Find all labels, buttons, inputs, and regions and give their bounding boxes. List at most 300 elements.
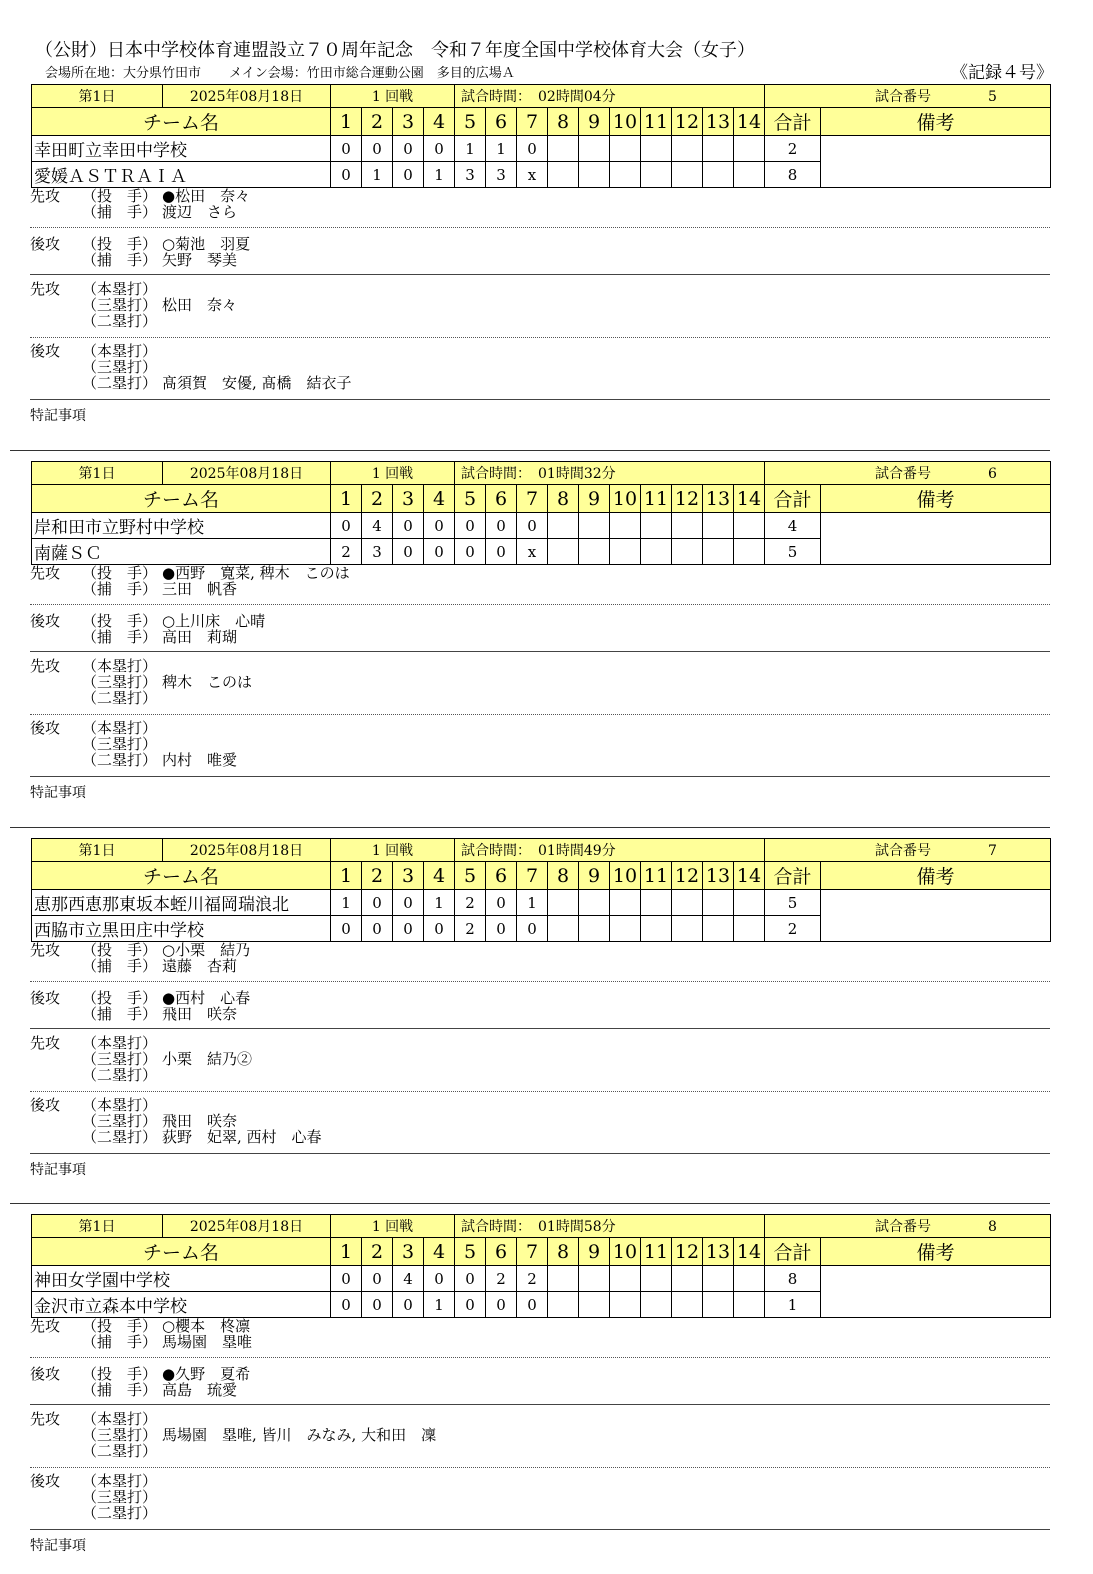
inning-score: 0 — [393, 539, 424, 565]
pitcher-names: ●松田 奈々 — [162, 187, 251, 205]
inning-score — [703, 1266, 734, 1292]
kote-hr-line — [30, 343, 162, 359]
inning-score: 4 — [393, 1266, 424, 1292]
role-label: （三塁打） — [82, 735, 158, 753]
team-name: 岸和田市立野村中学校 — [32, 513, 331, 539]
kote-catcher-line — [30, 629, 237, 645]
column-header-row — [32, 108, 1051, 136]
inning-score: x — [517, 162, 548, 188]
inning-score — [734, 890, 765, 916]
inning-score — [610, 136, 641, 162]
inning-score — [734, 539, 765, 565]
sente-pitcher-line — [30, 565, 350, 581]
remarks-cell — [821, 1266, 1051, 1318]
inning-score — [734, 513, 765, 539]
inning-score: 3 — [362, 539, 393, 565]
remarks-cell — [821, 890, 1051, 942]
inning-score: 2 — [455, 916, 486, 942]
total-header: 合計 — [765, 1238, 821, 1266]
game-number-label: 試合番号 — [875, 89, 932, 105]
role-label: （三塁打） — [82, 1050, 158, 1068]
inning-header: 5 — [455, 108, 486, 136]
inning-score: 2 — [455, 890, 486, 916]
inning-score — [672, 162, 703, 188]
inning-score: 1 — [517, 890, 548, 916]
game-number-value: 6 — [988, 466, 997, 482]
role-label: （二塁打） — [82, 1066, 158, 1084]
role-label: （三塁打） — [82, 358, 158, 376]
remarks-header: 備考 — [821, 108, 1051, 136]
inning-header: 3 — [393, 1238, 424, 1266]
venue-line — [45, 62, 515, 81]
pitcher-names: ○櫻本 柊凛 — [162, 1317, 251, 1335]
team-total: 8 — [765, 1266, 821, 1292]
kote-catcher-line — [30, 1382, 237, 1398]
double-names: 内村 唯愛 — [162, 751, 238, 769]
inning-score — [703, 916, 734, 942]
inning-header: 9 — [579, 1238, 610, 1266]
inning-header: 14 — [734, 862, 765, 890]
inning-score — [734, 136, 765, 162]
inning-header: 3 — [393, 485, 424, 513]
inning-score: 1 — [362, 162, 393, 188]
sente-pitcher-line — [30, 1318, 250, 1334]
inning-score — [641, 136, 672, 162]
sente-triple-line — [30, 674, 252, 690]
sente-catcher-line — [30, 958, 237, 974]
game-info-row — [32, 839, 1051, 862]
divider — [30, 227, 1050, 228]
special-notes-label: 特記事項 — [30, 1538, 86, 1554]
kote-catcher-line — [30, 1006, 237, 1022]
game-round: 1 回戦 — [331, 839, 455, 862]
inning-score — [641, 916, 672, 942]
inning-header: 11 — [641, 862, 672, 890]
role-label: （投 手） — [82, 235, 158, 253]
kote-pitcher-line — [30, 613, 265, 629]
inning-header: 13 — [703, 862, 734, 890]
inning-header: 12 — [672, 485, 703, 513]
role-label: （捕 手） — [82, 203, 158, 221]
inning-score — [579, 890, 610, 916]
side-label: 先攻 — [30, 657, 61, 675]
inning-header: 8 — [548, 1238, 579, 1266]
role-label: （三塁打） — [82, 1488, 158, 1506]
team-row — [32, 136, 1051, 162]
inning-score — [641, 513, 672, 539]
divider — [30, 337, 1050, 338]
sente-catcher-line — [30, 581, 237, 597]
role-label: （捕 手） — [82, 1333, 158, 1351]
side-label: 後攻 — [30, 612, 61, 630]
kote-double-line — [30, 1505, 162, 1521]
game-number-value: 8 — [988, 1219, 997, 1235]
role-label: （三塁打） — [82, 1426, 158, 1444]
inning-score: 1 — [486, 136, 517, 162]
side-label: 後攻 — [30, 1472, 61, 1490]
inning-header: 3 — [393, 862, 424, 890]
double-names: 荻野 妃翠, 西村 心春 — [162, 1128, 322, 1146]
inning-score — [703, 890, 734, 916]
inning-score: 0 — [362, 916, 393, 942]
main-venue: メイン会場：竹田市総合運動公園 多目的広場Ａ — [229, 66, 515, 81]
sente-double-line — [30, 690, 162, 706]
side-label: 後攻 — [30, 235, 61, 253]
column-header-row — [32, 485, 1051, 513]
inning-header: 2 — [362, 485, 393, 513]
inning-score — [610, 916, 641, 942]
inning-score: 0 — [486, 539, 517, 565]
inning-header: 6 — [486, 862, 517, 890]
role-label: （二塁打） — [82, 312, 158, 330]
triple-names: 稗木 このは — [162, 673, 253, 691]
sente-pitcher-line — [30, 942, 250, 958]
section-separator — [10, 1203, 1050, 1204]
inning-score — [610, 1292, 641, 1318]
inning-score: 0 — [517, 513, 548, 539]
sente-pitcher-line — [30, 188, 250, 204]
game-time-value: 01時間32分 — [538, 466, 616, 482]
inning-score: 0 — [362, 1266, 393, 1292]
inning-header: 10 — [610, 485, 641, 513]
inning-header: 7 — [517, 485, 548, 513]
divider — [30, 776, 1050, 777]
game-time-label: 試合時間： — [461, 89, 524, 105]
inning-score: 0 — [517, 1292, 548, 1318]
inning-score: 0 — [486, 513, 517, 539]
inning-header: 13 — [703, 1238, 734, 1266]
divider — [30, 981, 1050, 982]
inning-header: 1 — [331, 485, 362, 513]
inning-score: 2 — [486, 1266, 517, 1292]
divider — [30, 274, 1050, 275]
role-label: （捕 手） — [82, 1005, 158, 1023]
inning-score: 0 — [331, 136, 362, 162]
inning-score: 1 — [424, 1292, 455, 1318]
team-name: 金沢市立森本中学校 — [32, 1292, 331, 1318]
role-label: （投 手） — [82, 1317, 158, 1335]
inning-header: 5 — [455, 862, 486, 890]
game-round: 1 回戦 — [331, 462, 455, 485]
sente-triple-line — [30, 1051, 252, 1067]
divider — [30, 714, 1050, 715]
kote-pitcher-line — [30, 1366, 250, 1382]
team-name: 愛媛ＡＳＴＲＡＩＡ — [32, 162, 331, 188]
game-number — [765, 85, 1051, 108]
inning-score: 0 — [393, 1292, 424, 1318]
team-row — [32, 890, 1051, 916]
sente-double-line — [30, 1067, 162, 1083]
kote-pitcher-line — [30, 236, 250, 252]
game-number-label: 試合番号 — [875, 466, 932, 482]
inning-score: 3 — [486, 162, 517, 188]
section-separator — [10, 827, 1050, 828]
role-label: （本塁打） — [82, 1410, 158, 1428]
game-time-label: 試合時間： — [461, 1219, 524, 1235]
inning-score: 0 — [362, 890, 393, 916]
pitcher-names: ○小栗 結乃 — [162, 941, 251, 959]
game-time-label: 試合時間： — [461, 843, 524, 859]
inning-score — [579, 162, 610, 188]
team-total: 2 — [765, 136, 821, 162]
role-label: （二塁打） — [82, 1128, 158, 1146]
divider — [30, 604, 1050, 605]
inning-header: 9 — [579, 108, 610, 136]
inning-score: 0 — [486, 890, 517, 916]
game-date: 2025年08月18日 — [163, 462, 331, 485]
game-time-value: 01時間58分 — [538, 1219, 616, 1235]
inning-score — [579, 539, 610, 565]
inning-header: 11 — [641, 108, 672, 136]
venue-location: 会場所在地：大分県竹田市 — [45, 66, 202, 81]
inning-header: 5 — [455, 1238, 486, 1266]
sente-hr-line — [30, 1035, 162, 1051]
inning-score — [734, 1266, 765, 1292]
inning-header: 4 — [424, 108, 455, 136]
remarks-cell — [821, 136, 1051, 188]
double-names: 髙須賀 安優, 髙橋 結衣子 — [162, 374, 352, 392]
inning-header: 2 — [362, 862, 393, 890]
inning-score: 0 — [455, 1266, 486, 1292]
inning-header: 13 — [703, 108, 734, 136]
game-number-value: 7 — [988, 843, 997, 859]
inning-score: 2 — [331, 539, 362, 565]
side-label: 先攻 — [30, 280, 61, 298]
inning-header: 13 — [703, 485, 734, 513]
role-label: （投 手） — [82, 941, 158, 959]
sente-triple-line — [30, 297, 237, 313]
game-record-1 — [0, 84, 1093, 444]
side-label: 先攻 — [30, 1317, 61, 1335]
inning-score — [610, 890, 641, 916]
team-name: 神田女学園中学校 — [32, 1266, 331, 1292]
scoreboard-table — [31, 1214, 1051, 1318]
game-info-row — [32, 1215, 1051, 1238]
inning-score: 0 — [393, 136, 424, 162]
sente-catcher-line — [30, 204, 237, 220]
kote-hr-line — [30, 1473, 162, 1489]
role-label: （二塁打） — [82, 1504, 158, 1522]
divider — [30, 1404, 1050, 1405]
inning-header: 14 — [734, 1238, 765, 1266]
sente-hr-line — [30, 281, 162, 297]
game-number — [765, 1215, 1051, 1238]
inning-header: 2 — [362, 108, 393, 136]
total-header: 合計 — [765, 862, 821, 890]
role-label: （投 手） — [82, 564, 158, 582]
special-notes-label: 特記事項 — [30, 1162, 86, 1178]
game-time — [455, 462, 765, 485]
inning-header: 12 — [672, 108, 703, 136]
inning-score — [641, 890, 672, 916]
inning-header: 5 — [455, 485, 486, 513]
game-time — [455, 85, 765, 108]
inning-score: 1 — [455, 136, 486, 162]
role-label: （捕 手） — [82, 580, 158, 598]
catcher-names: 三田 帆香 — [162, 580, 238, 598]
inning-score — [641, 1292, 672, 1318]
inning-score — [548, 513, 579, 539]
inning-score — [548, 1266, 579, 1292]
sente-catcher-line — [30, 1334, 252, 1350]
game-number-label: 試合番号 — [875, 843, 932, 859]
inning-score — [610, 513, 641, 539]
kote-double-line — [30, 1129, 322, 1145]
game-date: 2025年08月18日 — [163, 839, 331, 862]
role-label: （投 手） — [82, 1365, 158, 1383]
inning-score: 0 — [331, 1292, 362, 1318]
role-label: （捕 手） — [82, 628, 158, 646]
inning-score: 0 — [331, 1266, 362, 1292]
inning-score — [641, 539, 672, 565]
inning-score: 0 — [424, 916, 455, 942]
column-header-row — [32, 862, 1051, 890]
inning-score — [672, 539, 703, 565]
side-label: 先攻 — [30, 187, 61, 205]
divider — [30, 1467, 1050, 1468]
inning-score: 0 — [331, 513, 362, 539]
team-row — [32, 513, 1051, 539]
kote-double-line — [30, 375, 352, 391]
role-label: （二塁打） — [82, 689, 158, 707]
game-number-value: 5 — [988, 89, 997, 105]
inning-header: 10 — [610, 862, 641, 890]
inning-score: 0 — [393, 890, 424, 916]
kote-hr-line — [30, 720, 162, 736]
document-title: （公財）日本中学校体育連盟設立７０周年記念 令和７年度全国中学校体育大会（女子） — [35, 40, 755, 61]
inning-score — [734, 1292, 765, 1318]
inning-score: 0 — [362, 136, 393, 162]
inning-score: 0 — [331, 916, 362, 942]
sente-double-line — [30, 313, 162, 329]
kote-pitcher-line — [30, 990, 250, 1006]
game-record-3 — [0, 838, 1093, 1198]
inning-header: 8 — [548, 862, 579, 890]
game-info-row — [32, 462, 1051, 485]
team-name: 恵那西恵那東坂本蛭川福岡瑞浪北 — [32, 890, 331, 916]
record-number: 《記録４号》 — [951, 63, 1053, 83]
inning-header: 14 — [734, 485, 765, 513]
team-column-header: チーム名 — [32, 108, 331, 136]
inning-score — [579, 916, 610, 942]
team-row — [32, 1266, 1051, 1292]
remarks-cell — [821, 513, 1051, 565]
inning-header: 3 — [393, 108, 424, 136]
inning-score: 0 — [424, 136, 455, 162]
side-label: 後攻 — [30, 1096, 61, 1114]
kote-triple-line — [30, 359, 162, 375]
divider — [30, 1028, 1050, 1029]
inning-header: 7 — [517, 1238, 548, 1266]
inning-header: 11 — [641, 1238, 672, 1266]
game-round: 1 回戦 — [331, 1215, 455, 1238]
divider — [30, 1091, 1050, 1092]
inning-score: 0 — [517, 136, 548, 162]
inning-score: 0 — [455, 539, 486, 565]
role-label: （二塁打） — [82, 374, 158, 392]
inning-score — [548, 136, 579, 162]
side-label: 後攻 — [30, 342, 61, 360]
special-notes-label: 特記事項 — [30, 785, 86, 801]
game-date: 2025年08月18日 — [163, 1215, 331, 1238]
remarks-header: 備考 — [821, 862, 1051, 890]
side-label: 後攻 — [30, 719, 61, 737]
inning-score: 0 — [424, 1266, 455, 1292]
game-day: 第1日 — [32, 462, 163, 485]
kote-hr-line — [30, 1097, 162, 1113]
inning-header: 14 — [734, 108, 765, 136]
inning-score: 0 — [393, 162, 424, 188]
role-label: （本塁打） — [82, 342, 158, 360]
inning-score: 4 — [362, 513, 393, 539]
inning-score: 1 — [424, 890, 455, 916]
inning-header: 4 — [424, 1238, 455, 1266]
inning-score — [734, 916, 765, 942]
kote-triple-line — [30, 1489, 162, 1505]
inning-score — [579, 136, 610, 162]
catcher-names: 矢野 琴美 — [162, 251, 238, 269]
role-label: （本塁打） — [82, 719, 158, 737]
role-label: （本塁打） — [82, 1034, 158, 1052]
team-total: 5 — [765, 890, 821, 916]
remarks-header: 備考 — [821, 1238, 1051, 1266]
game-round: 1 回戦 — [331, 85, 455, 108]
inning-score: 0 — [424, 513, 455, 539]
pitcher-names: ●久野 夏希 — [162, 1365, 251, 1383]
inning-score — [579, 1292, 610, 1318]
divider — [30, 399, 1050, 400]
side-label: 後攻 — [30, 1365, 61, 1383]
inning-header: 9 — [579, 862, 610, 890]
inning-score — [548, 916, 579, 942]
kote-triple-line — [30, 1113, 237, 1129]
inning-score: x — [517, 539, 548, 565]
side-label: 先攻 — [30, 941, 61, 959]
inning-score: 3 — [455, 162, 486, 188]
triple-names: 小栗 結乃② — [162, 1050, 253, 1068]
inning-score — [703, 136, 734, 162]
team-total: 2 — [765, 916, 821, 942]
inning-score — [703, 1292, 734, 1318]
inning-score — [548, 1292, 579, 1318]
inning-score — [672, 916, 703, 942]
inning-header: 4 — [424, 862, 455, 890]
inning-score — [672, 1292, 703, 1318]
inning-header: 6 — [486, 485, 517, 513]
inning-score — [641, 1266, 672, 1292]
divider — [30, 651, 1050, 652]
inning-header: 6 — [486, 1238, 517, 1266]
inning-header: 11 — [641, 485, 672, 513]
role-label: （捕 手） — [82, 957, 158, 975]
side-label: 先攻 — [30, 564, 61, 582]
inning-score — [548, 539, 579, 565]
inning-header: 8 — [548, 108, 579, 136]
inning-score: 1 — [424, 162, 455, 188]
inning-score — [703, 162, 734, 188]
scoreboard-table — [31, 84, 1051, 188]
divider — [30, 1153, 1050, 1154]
inning-header: 12 — [672, 1238, 703, 1266]
total-header: 合計 — [765, 485, 821, 513]
role-label: （本塁打） — [82, 280, 158, 298]
game-record-4 — [0, 1214, 1093, 1574]
section-separator — [10, 450, 1050, 451]
game-time-value: 02時間04分 — [538, 89, 616, 105]
game-time-value: 01時間49分 — [538, 843, 616, 859]
inning-score: 0 — [331, 162, 362, 188]
team-total: 1 — [765, 1292, 821, 1318]
